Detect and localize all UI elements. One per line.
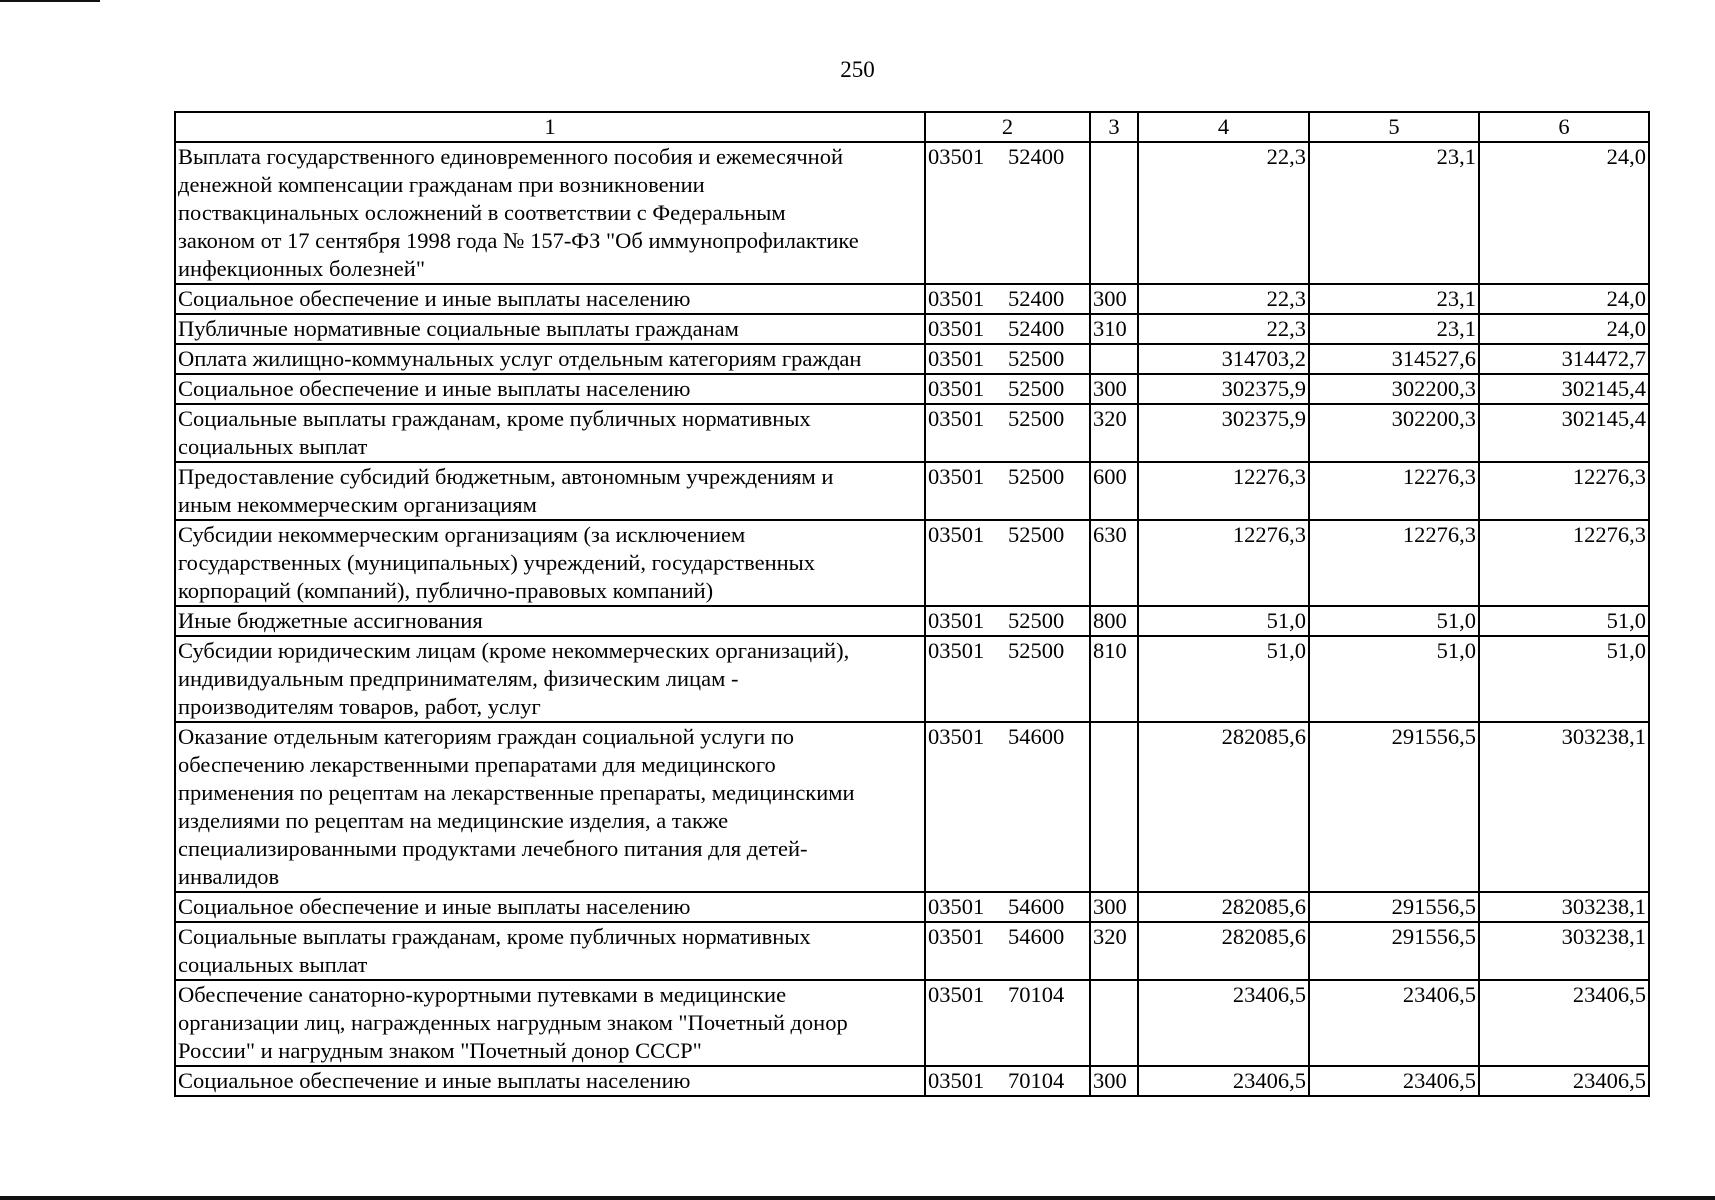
row-amount-col-5: 291556,5 — [1309, 722, 1479, 892]
row-name: Социальное обеспечение и иные выплаты населению — [175, 284, 925, 314]
row-name: Предоставление субсидий бюджетным, автономным учреждениям и иным некоммерческим организациям — [175, 462, 925, 520]
row-amount-col-5: 51,0 — [1309, 606, 1479, 636]
row-amount-col-6: 24,0 — [1479, 314, 1649, 344]
row-expense-type: 320 — [1090, 922, 1138, 980]
row-name: Социальные выплаты гражданам, кроме публичных нормативных социальных выплат — [175, 922, 925, 980]
row-amount-col-6: 302145,4 — [1479, 374, 1649, 404]
table-row — [175, 314, 1649, 344]
row-code-program: 03501 — [928, 608, 985, 633]
row-amount-col-6: 12276,3 — [1479, 462, 1649, 520]
row-code-program: 03501 — [928, 376, 985, 401]
row-name: Социальное обеспечение и иные выплаты населению — [175, 374, 925, 404]
row-amount-col-4: 51,0 — [1138, 636, 1309, 722]
row-expense-type: 630 — [1090, 520, 1138, 606]
row-amount-col-4: 314703,2 — [1138, 344, 1309, 374]
table-body — [175, 142, 1649, 1096]
row-target-code — [925, 722, 1090, 892]
row-amount-col-5: 12276,3 — [1309, 520, 1479, 606]
row-amount-col-4: 282085,6 — [1138, 922, 1309, 980]
row-code-program: 03501 — [928, 982, 985, 1007]
row-target-code — [925, 922, 1090, 980]
row-amount-col-5: 23,1 — [1309, 314, 1479, 344]
row-amount-col-6: 303238,1 — [1479, 892, 1649, 922]
row-code-direction: 52500 — [1008, 346, 1065, 371]
row-code-direction: 52500 — [1008, 376, 1065, 401]
row-amount-col-5: 291556,5 — [1309, 922, 1479, 980]
row-code-direction: 52500 — [1008, 406, 1065, 431]
row-code-program: 03501 — [928, 316, 985, 341]
row-amount-col-4: 22,3 — [1138, 142, 1309, 284]
header-col-4: 4 — [1138, 112, 1309, 142]
row-expense-type: 300 — [1090, 1066, 1138, 1096]
row-code-program: 03501 — [928, 894, 985, 919]
row-code-program: 03501 — [928, 522, 985, 547]
row-amount-col-5: 302200,3 — [1309, 374, 1479, 404]
row-name: Выплата государственного единовременного пособия и ежемесячной денежной компенсации гражданам при возникновении поствакцинальных осложнений в соответствии с Федеральным законом от 17 сентября 1998 года № 157-ФЗ "Об иммунопрофилактике инфекционных болезней" — [175, 142, 925, 284]
row-target-code — [925, 374, 1090, 404]
row-target-code — [925, 606, 1090, 636]
header-col-1: 1 — [175, 112, 925, 142]
row-target-code — [925, 980, 1090, 1066]
row-expense-type — [1090, 980, 1138, 1066]
row-expense-type: 310 — [1090, 314, 1138, 344]
table-row — [175, 520, 1649, 606]
row-code-program: 03501 — [928, 638, 985, 663]
row-code-direction: 52500 — [1008, 464, 1065, 489]
table-row — [175, 980, 1649, 1066]
row-amount-col-5: 291556,5 — [1309, 892, 1479, 922]
row-amount-col-4: 302375,9 — [1138, 404, 1309, 462]
row-amount-col-6: 24,0 — [1479, 284, 1649, 314]
row-name: Публичные нормативные социальные выплаты гражданам — [175, 314, 925, 344]
row-amount-col-5: 314527,6 — [1309, 344, 1479, 374]
row-amount-col-4: 282085,6 — [1138, 892, 1309, 922]
row-amount-col-6: 303238,1 — [1479, 922, 1649, 980]
row-amount-col-4: 302375,9 — [1138, 374, 1309, 404]
row-code-direction: 52500 — [1008, 638, 1065, 663]
row-amount-col-6: 51,0 — [1479, 606, 1649, 636]
row-code-program: 03501 — [928, 346, 985, 371]
row-amount-col-5: 23406,5 — [1309, 980, 1479, 1066]
row-target-code — [925, 636, 1090, 722]
row-code-program: 03501 — [928, 924, 985, 949]
row-name: Социальное обеспечение и иные выплаты населению — [175, 892, 925, 922]
row-name: Социальные выплаты гражданам, кроме публичных нормативных социальных выплат — [175, 404, 925, 462]
row-expense-type: 320 — [1090, 404, 1138, 462]
row-amount-col-4: 12276,3 — [1138, 520, 1309, 606]
row-expense-type: 810 — [1090, 636, 1138, 722]
row-amount-col-5: 12276,3 — [1309, 462, 1479, 520]
header-col-5: 5 — [1309, 112, 1479, 142]
row-expense-type — [1090, 344, 1138, 374]
row-name: Иные бюджетные ассигнования — [175, 606, 925, 636]
row-name: Оплата жилищно-коммунальных услуг отдельным категориям граждан — [175, 344, 925, 374]
row-expense-type: 300 — [1090, 374, 1138, 404]
budget-table — [174, 111, 1650, 1097]
table-row — [175, 922, 1649, 980]
row-amount-col-5: 23,1 — [1309, 142, 1479, 284]
row-amount-col-5: 23,1 — [1309, 284, 1479, 314]
row-code-program: 03501 — [928, 286, 985, 311]
row-name: Субсидии некоммерческим организациям (за исключением государственных (муниципальных) учреждений, государственных корпораций (компаний), публично-правовых компаний) — [175, 520, 925, 606]
row-expense-type: 600 — [1090, 462, 1138, 520]
page-number: 250 — [840, 57, 875, 82]
row-target-code — [925, 462, 1090, 520]
scan-edge-bottom — [0, 1196, 1715, 1200]
table-row — [175, 636, 1649, 722]
row-code-direction: 70104 — [1008, 1068, 1065, 1093]
row-target-code — [925, 520, 1090, 606]
scan-edge-top — [0, 0, 100, 2]
table-row — [175, 892, 1649, 922]
row-amount-col-4: 22,3 — [1138, 284, 1309, 314]
row-amount-col-4: 22,3 — [1138, 314, 1309, 344]
table-row — [175, 284, 1649, 314]
row-code-direction: 52400 — [1008, 144, 1065, 169]
row-target-code — [925, 142, 1090, 284]
row-amount-col-6: 314472,7 — [1479, 344, 1649, 374]
table-row — [175, 142, 1649, 284]
row-name: Субсидии юридическим лицам (кроме некоммерческих организаций), индивидуальным предпринимателям, физическим лицам - производителям товаров, работ, услуг — [175, 636, 925, 722]
row-code-program: 03501 — [928, 464, 985, 489]
row-amount-col-6: 23406,5 — [1479, 980, 1649, 1066]
row-code-program: 03501 — [928, 406, 985, 431]
row-amount-col-6: 303238,1 — [1479, 722, 1649, 892]
row-amount-col-6: 51,0 — [1479, 636, 1649, 722]
row-target-code — [925, 1066, 1090, 1096]
row-target-code — [925, 892, 1090, 922]
row-amount-col-4: 51,0 — [1138, 606, 1309, 636]
row-expense-type: 800 — [1090, 606, 1138, 636]
header-row — [175, 112, 1649, 142]
row-amount-col-4: 282085,6 — [1138, 722, 1309, 892]
row-amount-col-6: 302145,4 — [1479, 404, 1649, 462]
row-expense-type: 300 — [1090, 892, 1138, 922]
row-code-direction: 52400 — [1008, 316, 1065, 341]
row-name: Социальное обеспечение и иные выплаты населению — [175, 1066, 925, 1096]
row-expense-type — [1090, 722, 1138, 892]
row-target-code — [925, 314, 1090, 344]
row-target-code — [925, 284, 1090, 314]
table-row — [175, 722, 1649, 892]
row-amount-col-4: 23406,5 — [1138, 1066, 1309, 1096]
row-code-program: 03501 — [928, 724, 985, 749]
row-amount-col-4: 12276,3 — [1138, 462, 1309, 520]
header-col-6: 6 — [1479, 112, 1649, 142]
row-amount-col-5: 23406,5 — [1309, 1066, 1479, 1096]
row-code-program: 03501 — [928, 1068, 985, 1093]
row-code-direction: 54600 — [1008, 894, 1065, 919]
row-amount-col-6: 23406,5 — [1479, 1066, 1649, 1096]
table-row — [175, 344, 1649, 374]
row-code-direction: 54600 — [1008, 724, 1065, 749]
table-row — [175, 606, 1649, 636]
row-amount-col-4: 23406,5 — [1138, 980, 1309, 1066]
row-code-direction: 70104 — [1008, 982, 1065, 1007]
header-col-2: 2 — [925, 112, 1090, 142]
row-name: Обеспечение санаторно-курортными путевками в медицинские организации лиц, награжденных нагрудным знаком "Почетный донор России" и нагрудным знаком "Почетный донор СССР" — [175, 980, 925, 1066]
row-expense-type — [1090, 142, 1138, 284]
row-amount-col-5: 302200,3 — [1309, 404, 1479, 462]
row-amount-col-6: 12276,3 — [1479, 520, 1649, 606]
row-target-code — [925, 404, 1090, 462]
table-row — [175, 404, 1649, 462]
row-name: Оказание отдельным категориям граждан социальной услуги по обеспечению лекарственными препаратами для медицинского применения по рецептам на лекарственные препараты, медицинскими изделиями по рецептам на медицинские изделия, а также специализированными продуктами лечебного питания для детей- инвалидов — [175, 722, 925, 892]
row-target-code — [925, 344, 1090, 374]
row-expense-type: 300 — [1090, 284, 1138, 314]
row-code-direction: 54600 — [1008, 924, 1065, 949]
row-amount-col-5: 51,0 — [1309, 636, 1479, 722]
row-amount-col-6: 24,0 — [1479, 142, 1649, 284]
table-row — [175, 462, 1649, 520]
row-code-program: 03501 — [928, 144, 985, 169]
table-row — [175, 1066, 1649, 1096]
row-code-direction: 52500 — [1008, 608, 1065, 633]
row-code-direction: 52500 — [1008, 522, 1065, 547]
row-code-direction: 52400 — [1008, 286, 1065, 311]
table-row — [175, 374, 1649, 404]
header-col-3: 3 — [1090, 112, 1138, 142]
